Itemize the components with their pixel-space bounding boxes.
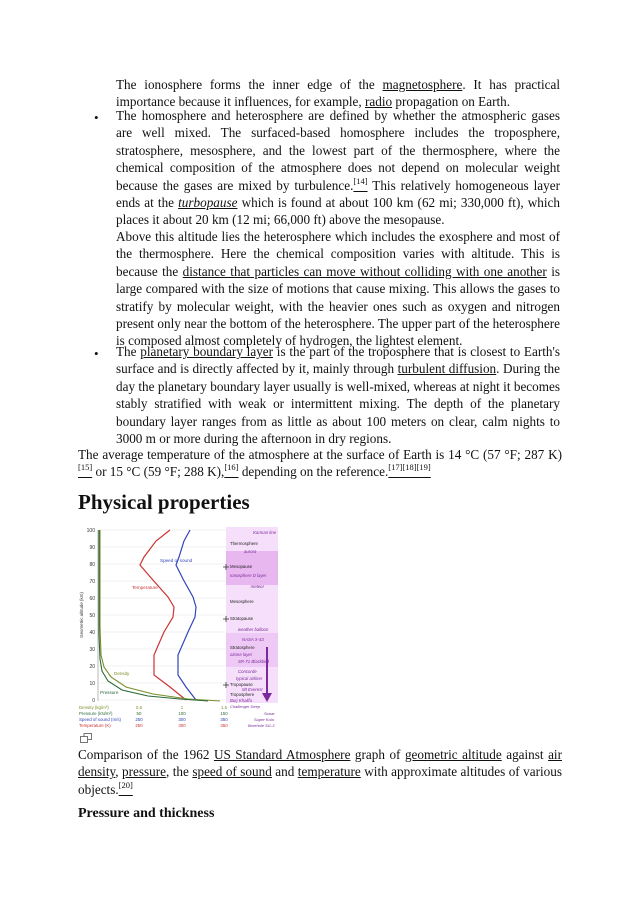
link-radio[interactable]: radio (365, 94, 393, 110)
layer-label: Ionosphere D layer (230, 573, 267, 578)
x-tick: 100 (178, 711, 186, 716)
layer-label: Mt Everest (242, 687, 263, 692)
text-run: Above this altitude lies the heterosphere which includes the exosphere and most of the thermosphere. Here the chemical composition varies with altitude. This is because the (116, 229, 560, 279)
ionosphere-paragraph (116, 76, 560, 111)
x-tick: 0.5 (135, 705, 143, 710)
boundary-layer-bullet (116, 343, 560, 447)
heading-pressure-thickness: Pressure and thickness (78, 806, 215, 821)
text-run: . It has practical importance because it influences, for example, (116, 77, 560, 110)
ref-15-label: [15] (78, 462, 93, 473)
y-tick: 10 (89, 681, 95, 687)
link-us-standard-atmosphere[interactable]: US Standard Atmosphere (213, 747, 351, 762)
x-tick: 350 (220, 717, 228, 722)
y-tick: 100 (86, 528, 95, 534)
ref-16-label: [16] (224, 462, 239, 473)
text-run: The (116, 344, 141, 359)
x-tick: 250 (135, 717, 143, 722)
x-tick: 50 (136, 711, 142, 716)
speed-of-sound-label: Speed of sound (160, 558, 193, 563)
homosphere-bullet (116, 107, 560, 229)
y-tick: 90 (89, 545, 95, 551)
ref-15[interactable] (78, 464, 92, 479)
layer-label: Stratopause (230, 616, 254, 621)
text-run: graph of (350, 747, 405, 762)
link-air-density[interactable]: air density (78, 747, 562, 780)
text-run: . During the day the planetary boundary layer usually is well-mixed, whereas at night it becomes stably stratified with weak or intermittent mixing. The depth of the planetary boundary layer ranges from as little as about 100 meters on clear, calm nights to 3000 m or more during the afternoon in dry regions. (116, 361, 560, 447)
layer-label: Stratosphere (230, 645, 255, 650)
atmosphere-figure[interactable] (78, 527, 278, 731)
x-tick: 1.5 (220, 705, 228, 710)
x-tick: 300 (178, 717, 186, 722)
layer-label: Borehole SG-3 (248, 723, 275, 728)
layer-label: Troposphere (230, 692, 255, 697)
text-run: , the (165, 764, 193, 780)
atmosphere-chart (78, 527, 278, 731)
heterosphere-paragraph (116, 228, 560, 350)
layer-label: Concorde (238, 669, 257, 674)
layer-label: Burj Khalifa (230, 698, 252, 703)
ref-20[interactable] (118, 779, 133, 797)
text-run: Comparison of the 1962 (78, 747, 214, 762)
layer-label: weather balloon (238, 627, 269, 632)
x-tick: 1 (180, 705, 184, 710)
text-run: and (271, 764, 298, 780)
ref-16[interactable] (224, 464, 238, 479)
ref-14-label: [14] (353, 175, 368, 186)
text-run: depending on the reference. (238, 464, 389, 480)
y-tick: 40 (89, 630, 95, 636)
layer-label: Mesopause (230, 564, 253, 569)
text-run: with approximate altitudes of various objects. (78, 764, 562, 797)
x-row-label: Density (kg/m³) (79, 705, 109, 710)
text-run: The ionosphere forms the inner edge of the (116, 77, 383, 92)
link-temperature[interactable]: temperature (297, 764, 361, 780)
layer-label: Mesosphere (230, 599, 254, 604)
y-tick: 20 (89, 664, 95, 670)
layer-label: aurora (244, 549, 257, 554)
bullet-marker: • (94, 346, 99, 361)
link-planetary-boundary-layer[interactable]: planetary boundary layer (140, 344, 274, 359)
layer-label: NASA X-43 (242, 637, 264, 642)
layer-label: Challenger Deep (230, 704, 261, 709)
x-row-label: Temperature (K) (79, 723, 111, 728)
y-tick: 60 (89, 596, 95, 602)
text-run: is the part of the troposphere that is closest to Earth's surface and is directly affected by it, mainly through (116, 344, 561, 377)
layer-label: Thermosphere (230, 541, 258, 546)
density-label: Density (114, 671, 130, 676)
layer-label: typical airliner (236, 676, 263, 681)
x-row-label: Speed of sound (m/s) (79, 717, 121, 722)
ref-20-label: [20] (118, 779, 133, 790)
ref-14[interactable] (353, 175, 368, 193)
figure-caption (78, 746, 562, 798)
layer-label: SR-71 Blackbird (238, 659, 270, 664)
layer-label: Sonar (264, 711, 275, 716)
text-run: , (115, 764, 123, 780)
link-turbulent-diffusion[interactable]: turbulent diffusion (397, 361, 497, 377)
text-run: or 15 °C (59 °F; 288 K), (92, 464, 225, 480)
y-tick: 80 (89, 562, 95, 568)
layer-label: meteor (250, 584, 264, 589)
layer-label: Karman line (253, 530, 276, 535)
ref-17-19-label: [17][18][19] (388, 462, 431, 473)
text-run: against (501, 747, 549, 762)
x-tick: 350 (220, 723, 228, 728)
link-mean-free-path[interactable]: distance that particles can move without colliding with one another (182, 263, 547, 279)
link-geometric-altitude[interactable]: geometric altitude (404, 747, 502, 762)
text-run: The average temperature of the atmosphere at the surface of Earth is 14 °C (57 °F; 287 K) (78, 447, 562, 462)
layer-label: ozone layer (230, 652, 253, 657)
text-run: is large compared with the size of motions that cause mixing. This allows the gases to stratify by molecular weight, with the heavier ones such as oxygen and nitrogen present only near the bottom of the heterosphere. The upper part of the heterosphere is composed almost completely of hydrogen, the lightest element. (116, 263, 561, 349)
y-tick: 70 (89, 579, 95, 585)
temperature-label: Temperature (132, 585, 158, 590)
link-magnetosphere[interactable]: magnetosphere (382, 77, 463, 92)
text-run: This relatively homogeneous layer ends at the (116, 177, 560, 211)
link-turbopause[interactable] (178, 195, 237, 210)
link-pressure[interactable]: pressure (122, 764, 166, 780)
y-tick: 30 (89, 647, 95, 653)
y-axis-label: Geometric altitude (km) (79, 592, 84, 638)
y-tick: 0 (92, 698, 95, 704)
heading-physical-properties: Physical properties (78, 490, 250, 514)
ref-17-19[interactable] (388, 464, 430, 479)
text-run: propagation on Earth. (392, 94, 511, 110)
pressure-label: Pressure (100, 690, 119, 695)
y-tick: 50 (89, 613, 95, 619)
enlarge-icon[interactable] (80, 733, 92, 743)
link-turbopause-label: turbopause (178, 195, 238, 211)
x-row-label: Pressure (kN/m²) (79, 711, 113, 716)
x-tick: 250 (135, 723, 143, 728)
x-tick: 300 (178, 723, 186, 728)
link-speed-of-sound[interactable]: speed of sound (192, 764, 272, 780)
bullet-marker: • (94, 110, 99, 125)
x-tick: 150 (220, 711, 228, 716)
temperature-paragraph (78, 446, 562, 481)
layer-label: Super Kola (254, 717, 274, 722)
layer-label: Tropopause (230, 682, 253, 687)
text-run: The homosphere and heterosphere are defined by whether the atmospheric gases are well mixed. The surfaced-based homosphere includes the troposphere, stratosphere, mesosphere, and the lowest part of the thermosphere, where the chemical composition of the atmosphere does not depend on molecular weight because the gases are mixed by turbulence. (116, 108, 560, 193)
text-run: which is found at about 100 km (62 mi; 330,000 ft), which places it about 20 km (12 mi; 66,000 ft) above the mesopause. (116, 195, 560, 228)
